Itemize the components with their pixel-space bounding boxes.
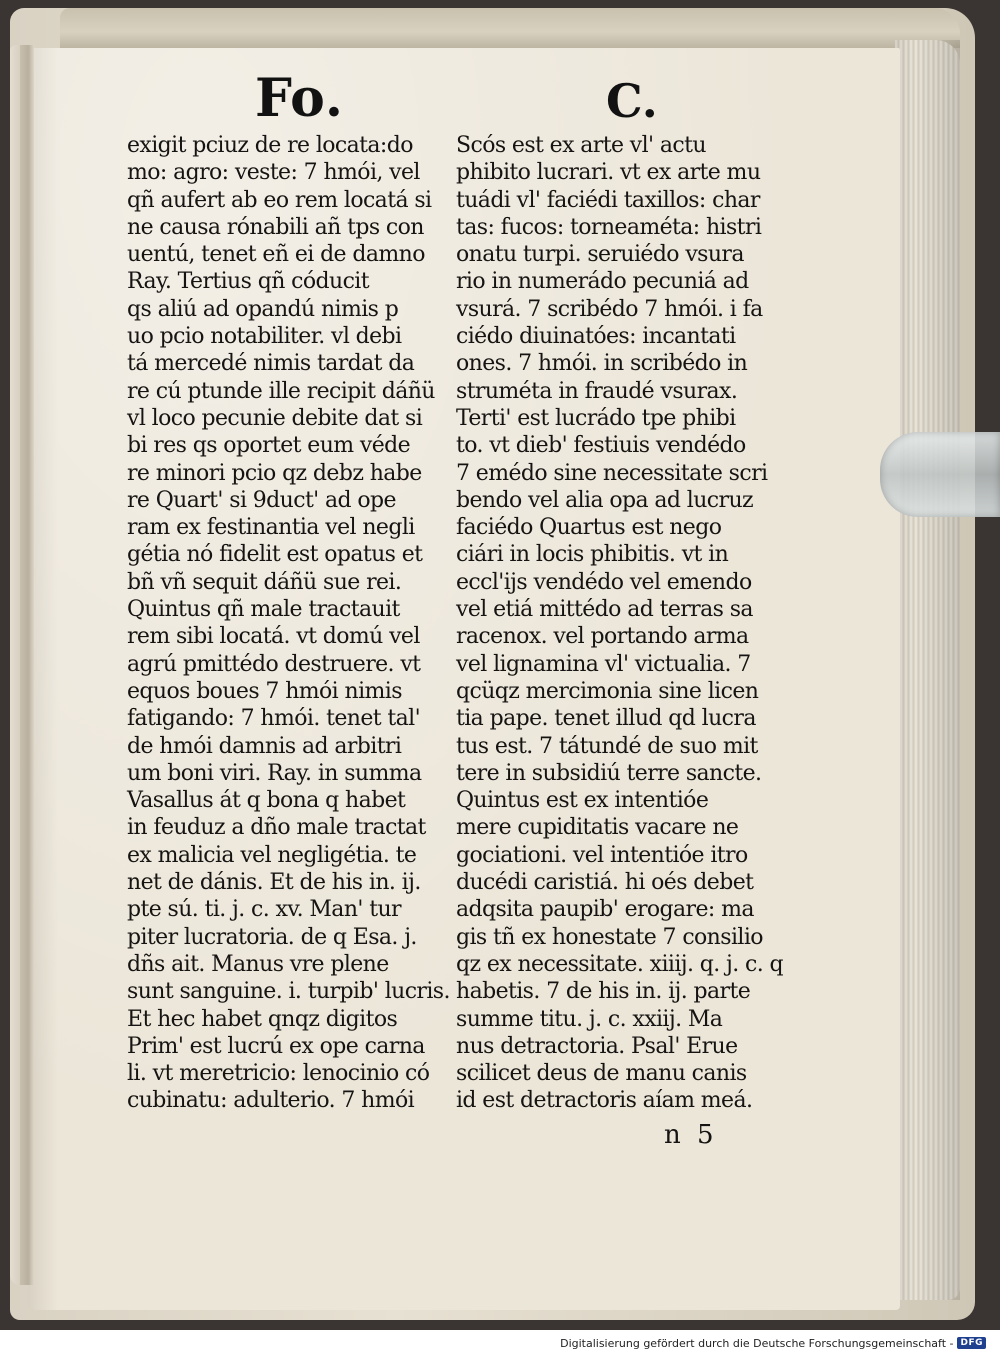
text-line: struméta in fraudé vsurax.: [456, 378, 738, 404]
right-text-column: [456, 132, 784, 1115]
text-line: gis tñ ex honestate 7 consilio: [456, 924, 763, 950]
text-line: re Quart' si 9duct' ad ope: [127, 487, 396, 513]
folio-heading-right: C.: [606, 74, 658, 128]
text-line: pte sú. ti. j. c. xv. Man' tur: [127, 897, 401, 923]
text-line: tus est. 7 tátundé de suo mit: [456, 733, 758, 759]
text-line: tuádi vl' faciédi taxillos: char: [456, 187, 760, 213]
signature-mark: n 5: [664, 1120, 718, 1150]
text-line: ciédo diuinatóes: incantati: [456, 324, 736, 350]
text-line: qñ aufert ab eo rem locatá si: [127, 187, 432, 213]
text-line: ducédi caristiá. hi oés debet: [456, 870, 754, 896]
text-line: qs aliú ad opandú nimis p: [127, 296, 399, 322]
text-line: adqsita paupib' erogare: ma: [456, 897, 754, 923]
text-line: fatigando: 7 hmói. tenet tal': [127, 706, 421, 732]
text-line: exigit pciuz de re locata:do: [127, 133, 413, 158]
text-line: Scós est ex arte vl' actu: [456, 133, 706, 158]
dfg-logo: DFG: [957, 1337, 986, 1349]
text-line: re cú ptunde ille recipit dáñü: [127, 378, 435, 404]
left-text-column: [127, 132, 450, 1115]
folio-heading-left: Fo.: [255, 68, 344, 129]
text-line: gétia nó fidelit est opatus et: [127, 542, 423, 568]
text-line: qcüqz mercimonia sine licen: [456, 678, 759, 704]
text-line: uentú, tenet eñ ei de damno: [127, 242, 425, 268]
text-line: nus detractoria. Psal' Erue: [456, 1033, 738, 1059]
text-line: de hmói damnis ad arbitri: [127, 733, 402, 759]
text-line: dñs ait. Manus vre plene: [127, 951, 389, 977]
text-line: net de dánis. Et de his in. ij.: [127, 870, 421, 896]
text-line: ciári in locis phibitis. vt in: [456, 542, 729, 568]
text-line: qz ex necessitate. xiiij. q. j. c. q: [456, 951, 784, 977]
text-line: Prim' est lucrú ex ope carna: [127, 1033, 425, 1059]
text-line: cubinatu: adulterio. 7 hmói: [127, 1088, 415, 1114]
text-line: vl loco pecunie debite dat si: [127, 405, 423, 431]
text-line: bendo vel alia opa ad lucruz: [456, 487, 754, 513]
text-line: mo: agro: veste: 7 hmói, vel: [127, 160, 420, 186]
text-line: equos boues 7 hmói nimis: [127, 678, 402, 704]
text-line: habetis. 7 de his in. ij. parte: [456, 979, 751, 1005]
footer-credit: [560, 1335, 986, 1351]
text-line: phibito lucrari. vt ex arte mu: [456, 160, 761, 186]
text-line: to. vt dieb' festiuis vendédo: [456, 433, 746, 459]
text-line: id est detractoris aíam meá.: [456, 1088, 753, 1114]
text-line: mere cupiditatis vacare ne: [456, 815, 739, 841]
text-line: li. vt meretricio: lenocinio có: [127, 1061, 430, 1087]
text-line: re minori pcio qz debz habe: [127, 460, 422, 486]
text-line: in feuduz a dño male tractat: [127, 815, 426, 841]
text-line: tas: fucos: torneaméta: histri: [456, 214, 762, 240]
text-line: 7 emédo sine necessitate scri: [456, 460, 768, 486]
text-line: Quintus est ex intentióe: [456, 788, 709, 814]
text-line: Vasallus át q bona q habet: [127, 788, 406, 814]
text-line: summe titu. j. c. xxiij. Ma: [456, 1006, 723, 1032]
text-line: rem sibi locatá. vt domú vel: [127, 624, 420, 650]
text-line: ne causa rónabili añ tps con: [127, 214, 424, 240]
text-line: um boni viri. Ray. in summa: [127, 760, 422, 786]
text-line: uo pcio notabiliter. vl debi: [127, 324, 402, 350]
gutter-shadow: [20, 45, 34, 1285]
page-edges: [895, 40, 960, 1300]
text-line: tá mercedé nimis tardat da: [127, 351, 415, 377]
text-line: vsurá. 7 scribédo 7 hmói. i fa: [456, 296, 763, 322]
text-line: Quintus qñ male tractauit: [127, 597, 400, 623]
text-line: tia pape. tenet illud qd lucra: [456, 706, 756, 732]
text-line: eccl'ijs vendédo vel emendo: [456, 569, 752, 595]
text-line: vel etiá mittédo ad terras sa: [456, 597, 753, 623]
text-line: ones. 7 hmói. in scribédo in: [456, 351, 748, 377]
text-line: racenox. vel portando arma: [456, 624, 749, 650]
book-cover-top: [60, 8, 960, 48]
text-line: Terti' est lucrádo tpe phibi: [456, 405, 736, 431]
text-line: agrú pmittédo destruere. vt: [127, 651, 421, 677]
footer-text: Digitalisierung gefördert durch die Deutsche Forschungsgemeinschaft -: [560, 1336, 954, 1350]
page-clip: [880, 432, 1000, 517]
text-line: Et hec habet qnqz digitos: [127, 1006, 398, 1032]
text-line: Ray. Tertius qñ códucit: [127, 269, 369, 295]
text-line: onatu turpi. seruiédo vsura: [456, 242, 744, 268]
text-line: ex malicia vel negligétia. te: [127, 842, 417, 868]
text-line: bñ vñ sequit dáñü sue rei.: [127, 569, 402, 595]
text-line: ram ex festinantia vel negli: [127, 515, 415, 541]
text-line: scilicet deus de manu canis: [456, 1061, 747, 1087]
text-line: faciédo Quartus est nego: [456, 515, 722, 541]
text-line: rio in numerádo pecuniá ad: [456, 269, 749, 295]
text-line: sunt sanguine. i. turpib' lucris.: [127, 979, 450, 1005]
text-line: bi res qs oportet eum véde: [127, 433, 411, 459]
text-line: tere in subsidiú terre sancte.: [456, 760, 762, 786]
text-line: vel lignamina vl' victualia. 7: [456, 651, 751, 677]
text-line: piter lucratoria. de q Esa. j.: [127, 924, 417, 950]
text-line: gociationi. vel intentióe itro: [456, 842, 748, 868]
